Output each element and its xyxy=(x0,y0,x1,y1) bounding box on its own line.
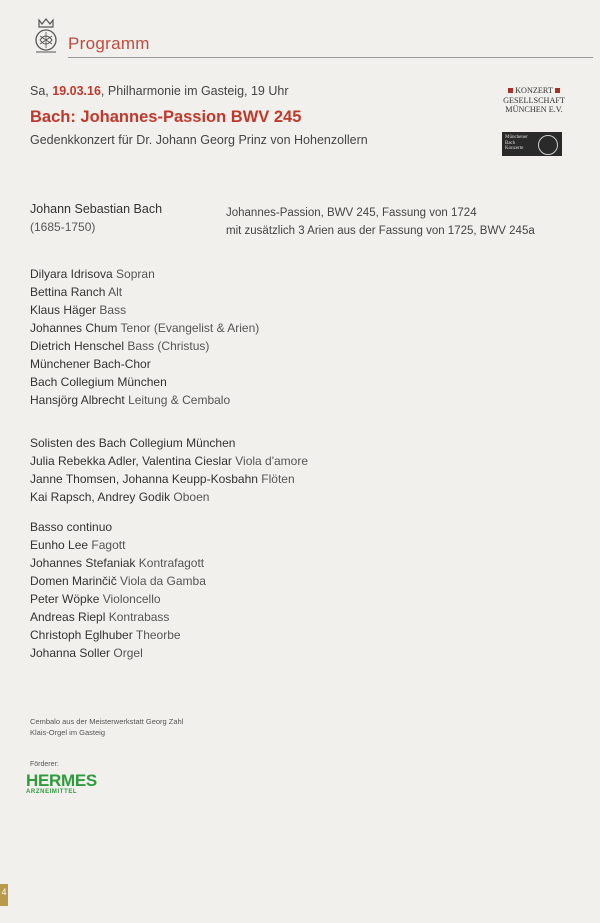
sponsor-logo-brand: HERMES xyxy=(26,771,97,790)
work-description xyxy=(226,204,535,240)
list-item: Johannes Chum Tenor (Evangelist & Arien) xyxy=(30,321,260,335)
list-item: Janne Thomsen, Johanna Keupp-Kosbahn Flöten xyxy=(30,472,295,486)
composer-lifespan: (1685-1750) xyxy=(30,220,96,234)
list-item: Münchener Bach-Chor xyxy=(30,357,151,371)
event-day: Sa, xyxy=(30,84,49,98)
sponsor-logo-subline: ARZNEIMITTEL xyxy=(26,789,78,795)
event-line xyxy=(30,84,289,98)
list-item: Dilyara Idrisova Sopran xyxy=(30,267,155,281)
soloists-heading: Solisten des Bach Collegium München xyxy=(30,436,236,450)
list-item: Julia Rebekka Adler, Valentina Cieslar Viola d'amore xyxy=(30,454,309,468)
continuo-list xyxy=(30,518,206,662)
logo-line-3: MÜNCHEN E.V. xyxy=(505,105,563,114)
list-item: Bach Collegium München xyxy=(30,375,167,389)
sponsor-label: Förderer: xyxy=(30,761,59,768)
muenchener-bach-konzerte-logo xyxy=(502,132,562,156)
mbk-line-1: Münchener xyxy=(505,135,528,140)
list-item: Kai Rapsch, Andrey Godik Oboen xyxy=(30,490,210,504)
list-item: Dietrich Henschel Bass (Christus) xyxy=(30,339,210,353)
list-item: Peter Wöpke Violoncello xyxy=(30,592,161,606)
work-line-2: mit zusätzlich 3 Arien aus der Fassung von 1725, BWV 245a xyxy=(226,225,535,237)
event-date: 19.03.16 xyxy=(52,84,101,98)
footnotes xyxy=(30,717,183,738)
mbk-line-2: Bach xyxy=(505,140,516,146)
concert-subtitle: Gedenkkonzert für Dr. Johann Georg Prinz von Hohenzollern xyxy=(30,133,368,147)
page-number: 4 xyxy=(1,887,7,897)
footnote-organ: Klais-Orgel im Gasteig xyxy=(30,727,106,737)
list-item: Bettina Ranch Alt xyxy=(30,285,123,299)
soloists-list xyxy=(30,434,308,506)
continuo-heading: Basso continuo xyxy=(30,520,113,534)
concert-title: Bach: Johannes-Passion BWV 245 xyxy=(30,108,302,126)
scroll-icon xyxy=(538,135,558,155)
composer-name: Johann Sebastian Bach xyxy=(30,202,163,216)
crest-icon xyxy=(30,16,62,56)
header-divider xyxy=(68,57,593,58)
logo-line-1: KONZERT xyxy=(515,86,553,95)
mbk-line-3: Konzerte xyxy=(505,146,524,152)
work-line-1: Johannes-Passion, BWV 245, Fassung von 1724 xyxy=(226,207,477,219)
list-item: Klaus Häger Bass xyxy=(30,303,127,317)
page-header-title: Programm xyxy=(68,34,150,53)
konzertgesellschaft-logo xyxy=(502,86,566,115)
cast-list xyxy=(30,265,259,409)
list-item: Johannes Stefaniak Kontrafagott xyxy=(30,556,205,570)
list-item: Andreas Riepl Kontrabass xyxy=(30,610,170,624)
footnote-harpsichord: Cembalo aus der Meisterwerkstatt Georg Zahl xyxy=(30,717,184,726)
event-venue: , Philharmonie im Gasteig, 19 Uhr xyxy=(100,84,289,98)
list-item: Eunho Lee Fagott xyxy=(30,538,126,552)
list-item: Christoph Eglhuber Theorbe xyxy=(30,628,181,642)
list-item: Johanna Soller Orgel xyxy=(30,646,143,660)
logo-line-2: GESELLSCHAFT xyxy=(503,95,565,105)
list-item: Hansjörg Albrecht Leitung & Cembalo xyxy=(30,393,231,407)
list-item: Domen Marinčič Viola da Gamba xyxy=(30,574,206,588)
